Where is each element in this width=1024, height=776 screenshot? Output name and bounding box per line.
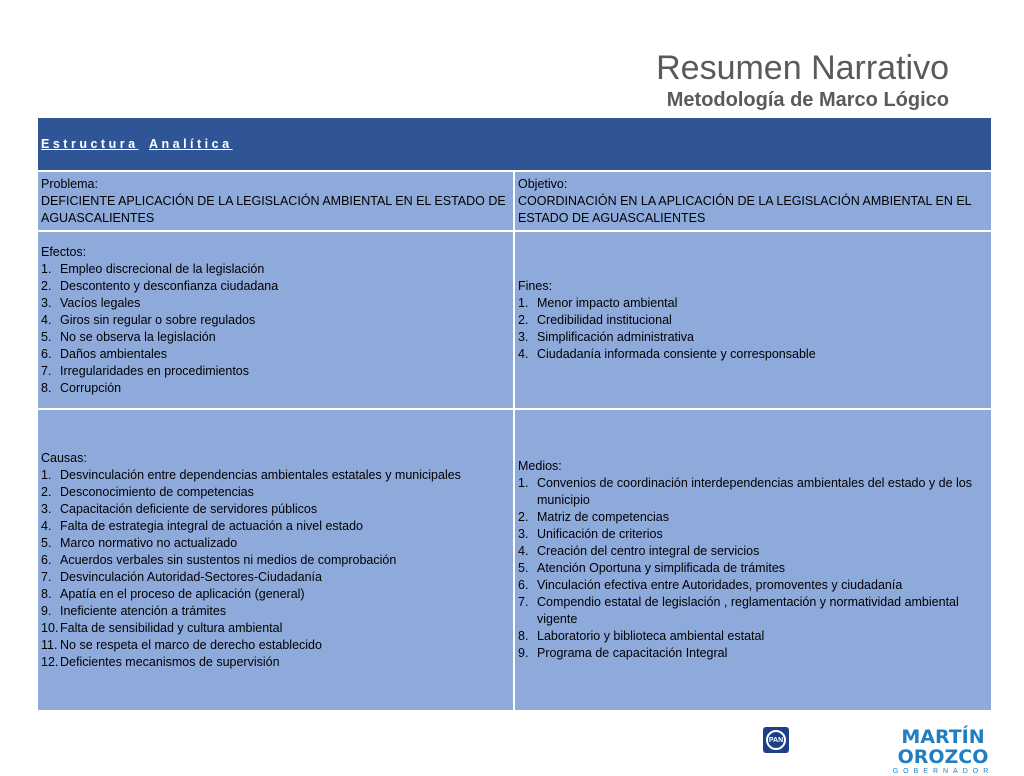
problem-cell bbox=[37, 171, 514, 231]
list-item-text: Descontento y desconfianza ciudadana bbox=[60, 278, 279, 293]
list-item-text: Irregularidades en procedimientos bbox=[60, 363, 249, 378]
list-item-number: 2. bbox=[518, 510, 529, 524]
list-item bbox=[41, 312, 510, 329]
list-item-number: 5. bbox=[518, 561, 529, 575]
list-item bbox=[518, 295, 988, 312]
list-item-number: 9. bbox=[41, 603, 52, 618]
list-item bbox=[518, 475, 988, 509]
list-item-number: 3. bbox=[518, 329, 529, 344]
list-item-number: 3. bbox=[41, 501, 52, 516]
pan-logo-text: PAN bbox=[766, 730, 786, 750]
objective-label: Objetivo: bbox=[518, 176, 568, 191]
list-item bbox=[518, 346, 988, 363]
effects-list bbox=[41, 261, 510, 397]
list-item bbox=[41, 278, 510, 295]
ends-list bbox=[518, 295, 988, 363]
effects-cell bbox=[37, 231, 514, 409]
list-item-text: Desconocimiento de competencias bbox=[60, 484, 254, 499]
list-item bbox=[518, 560, 988, 577]
list-item-number: 7. bbox=[41, 363, 52, 378]
brand-subtitle: GOBERNADOR bbox=[892, 768, 994, 775]
list-item-text: Apatía en el proceso de aplicación (general) bbox=[60, 586, 305, 601]
list-item bbox=[41, 295, 510, 312]
list-item-text: Corrupción bbox=[60, 380, 122, 395]
list-item-text: Laboratorio y biblioteca ambiental estatal bbox=[537, 629, 765, 643]
list-item-text: Credibilidad institucional bbox=[537, 312, 672, 327]
means-cell bbox=[514, 409, 992, 711]
list-item-number: 3. bbox=[41, 295, 52, 310]
list-item bbox=[41, 654, 510, 671]
list-item-number: 3. bbox=[518, 527, 529, 541]
header-word-analitica: Analítica bbox=[148, 136, 233, 151]
list-item bbox=[41, 380, 510, 397]
list-item-text: Desvinculación Autoridad-Sectores-Ciudadanía bbox=[60, 569, 322, 584]
list-item bbox=[41, 518, 510, 535]
list-item-number: 4. bbox=[41, 518, 52, 533]
list-item-number: 5. bbox=[41, 535, 52, 550]
list-item-text: Atención Oportuna y simplificada de trámites bbox=[537, 561, 786, 575]
list-item bbox=[41, 569, 510, 586]
list-item bbox=[41, 586, 510, 603]
list-item-number: 8. bbox=[41, 380, 52, 395]
list-item bbox=[518, 509, 988, 526]
pan-party-logo bbox=[763, 727, 789, 753]
causes-list bbox=[41, 467, 510, 671]
list-item-number: 4. bbox=[518, 346, 529, 361]
list-item bbox=[518, 329, 988, 346]
list-item-number: 1. bbox=[41, 261, 52, 276]
list-item bbox=[518, 594, 988, 628]
effects-label: Efectos: bbox=[41, 244, 87, 259]
list-item-text: Ciudadanía informada consiente y corresponsable bbox=[537, 346, 816, 361]
list-item-text: Ineficiente atención a trámites bbox=[60, 603, 227, 618]
list-item-text: Vinculación efectiva entre Autoridades, promoventes y ciudadanía bbox=[537, 578, 903, 592]
causes-cell bbox=[37, 409, 514, 711]
list-item bbox=[41, 484, 510, 501]
list-item bbox=[41, 346, 510, 363]
list-item-number: 6. bbox=[518, 578, 529, 592]
list-item-text: Marco normativo no actualizado bbox=[60, 535, 238, 550]
list-item-text: Acuerdos verbales sin sustentos ni medios de comprobación bbox=[60, 552, 397, 567]
means-list bbox=[518, 475, 988, 662]
list-item-number: 8. bbox=[41, 586, 52, 601]
problem-text: DEFICIENTE APLICACIÓN DE LA LEGISLACIÓN AMBIENTAL EN EL ESTADO DE AGUASCALIENTES bbox=[41, 193, 506, 225]
list-item-text: Empleo discrecional de la legislación bbox=[60, 261, 265, 276]
list-item-text: Programa de capacitación Integral bbox=[537, 646, 728, 660]
brand-name: MARTÍN OROZCO bbox=[897, 726, 989, 768]
list-item bbox=[41, 603, 510, 620]
list-item-text: Falta de sensibilidad y cultura ambiental bbox=[60, 620, 283, 635]
governor-brand-logo bbox=[862, 727, 1024, 776]
list-item-number: 1. bbox=[518, 295, 529, 310]
list-item bbox=[41, 535, 510, 552]
list-item bbox=[518, 577, 988, 594]
list-item-number: 2. bbox=[518, 312, 529, 327]
list-item bbox=[518, 628, 988, 645]
ends-label: Fines: bbox=[518, 278, 553, 293]
list-item-number: 1. bbox=[41, 467, 52, 482]
list-item bbox=[41, 552, 510, 569]
logical-framework-table bbox=[36, 116, 993, 712]
list-item-number: 7. bbox=[41, 569, 52, 584]
list-item-number: 1. bbox=[518, 476, 529, 490]
list-item-number: 11. bbox=[41, 637, 58, 652]
list-item bbox=[518, 645, 988, 662]
list-item-text: No se respeta el marco de derecho establecido bbox=[60, 637, 322, 652]
slide-title-block bbox=[656, 48, 949, 112]
list-item bbox=[41, 261, 510, 278]
list-item-text: Unificación de criterios bbox=[537, 527, 663, 541]
ends-cell bbox=[514, 231, 992, 409]
slide-title: Resumen Narrativo bbox=[656, 49, 949, 87]
list-item bbox=[41, 467, 510, 484]
list-item-number: 9. bbox=[518, 646, 529, 660]
list-item bbox=[518, 312, 988, 329]
list-item-text: Vacíos legales bbox=[60, 295, 141, 310]
list-item-number: 2. bbox=[41, 278, 52, 293]
list-item-text: Falta de estrategia integral de actuación a nivel estado bbox=[60, 518, 363, 533]
list-item-number: 6. bbox=[41, 346, 52, 361]
list-item-number: 12. bbox=[41, 654, 59, 669]
list-item-text: Menor impacto ambiental bbox=[537, 295, 678, 310]
list-item-number: 7. bbox=[518, 595, 529, 609]
list-item-number: 4. bbox=[518, 544, 529, 558]
list-item bbox=[41, 501, 510, 518]
list-item-text: Simplificación administrativa bbox=[537, 329, 695, 344]
list-item-text: Desvinculación entre dependencias ambientales estatales y municipales bbox=[60, 467, 461, 482]
objective-cell bbox=[514, 171, 992, 231]
list-item-text: Deficientes mecanismos de supervisión bbox=[60, 654, 280, 669]
list-item bbox=[41, 363, 510, 380]
list-item bbox=[41, 329, 510, 346]
list-item-text: Giros sin regular o sobre regulados bbox=[60, 312, 256, 327]
list-item-text: Daños ambientales bbox=[60, 346, 168, 361]
list-item-text: No se observa la legislación bbox=[60, 329, 216, 344]
list-item-text: Compendio estatal de legislación , reglamentación y normatividad ambiental vigente bbox=[537, 595, 959, 626]
list-item-number: 4. bbox=[41, 312, 52, 327]
table-header bbox=[37, 117, 992, 171]
slide-subtitle: Metodología de Marco Lógico bbox=[666, 89, 949, 111]
list-item-text: Creación del centro integral de servicios bbox=[537, 544, 760, 558]
problem-label: Problema: bbox=[41, 176, 98, 191]
objective-text: COORDINACIÓN EN LA APLICACIÓN DE LA LEGISLACIÓN AMBIENTAL EN EL ESTADO DE AGUASCALIENTES bbox=[518, 193, 972, 225]
list-item-number: 8. bbox=[518, 629, 529, 643]
list-item bbox=[41, 637, 510, 654]
list-item-number: 6. bbox=[41, 552, 52, 567]
list-item bbox=[518, 526, 988, 543]
list-item-number: 10. bbox=[41, 620, 59, 635]
list-item-text: Convenios de coordinación interdependencias ambientales del estado y de los municipio bbox=[537, 476, 973, 507]
list-item-number: 5. bbox=[41, 329, 52, 344]
list-item-text: Matriz de competencias bbox=[537, 510, 670, 524]
list-item-number: 2. bbox=[41, 484, 52, 499]
header-word-estructura: Estructura bbox=[41, 136, 139, 151]
list-item-text: Capacitación deficiente de servidores públicos bbox=[60, 501, 318, 516]
causes-label: Causas: bbox=[41, 450, 87, 465]
list-item bbox=[518, 543, 988, 560]
list-item bbox=[41, 620, 510, 637]
means-label: Medios: bbox=[518, 459, 562, 473]
